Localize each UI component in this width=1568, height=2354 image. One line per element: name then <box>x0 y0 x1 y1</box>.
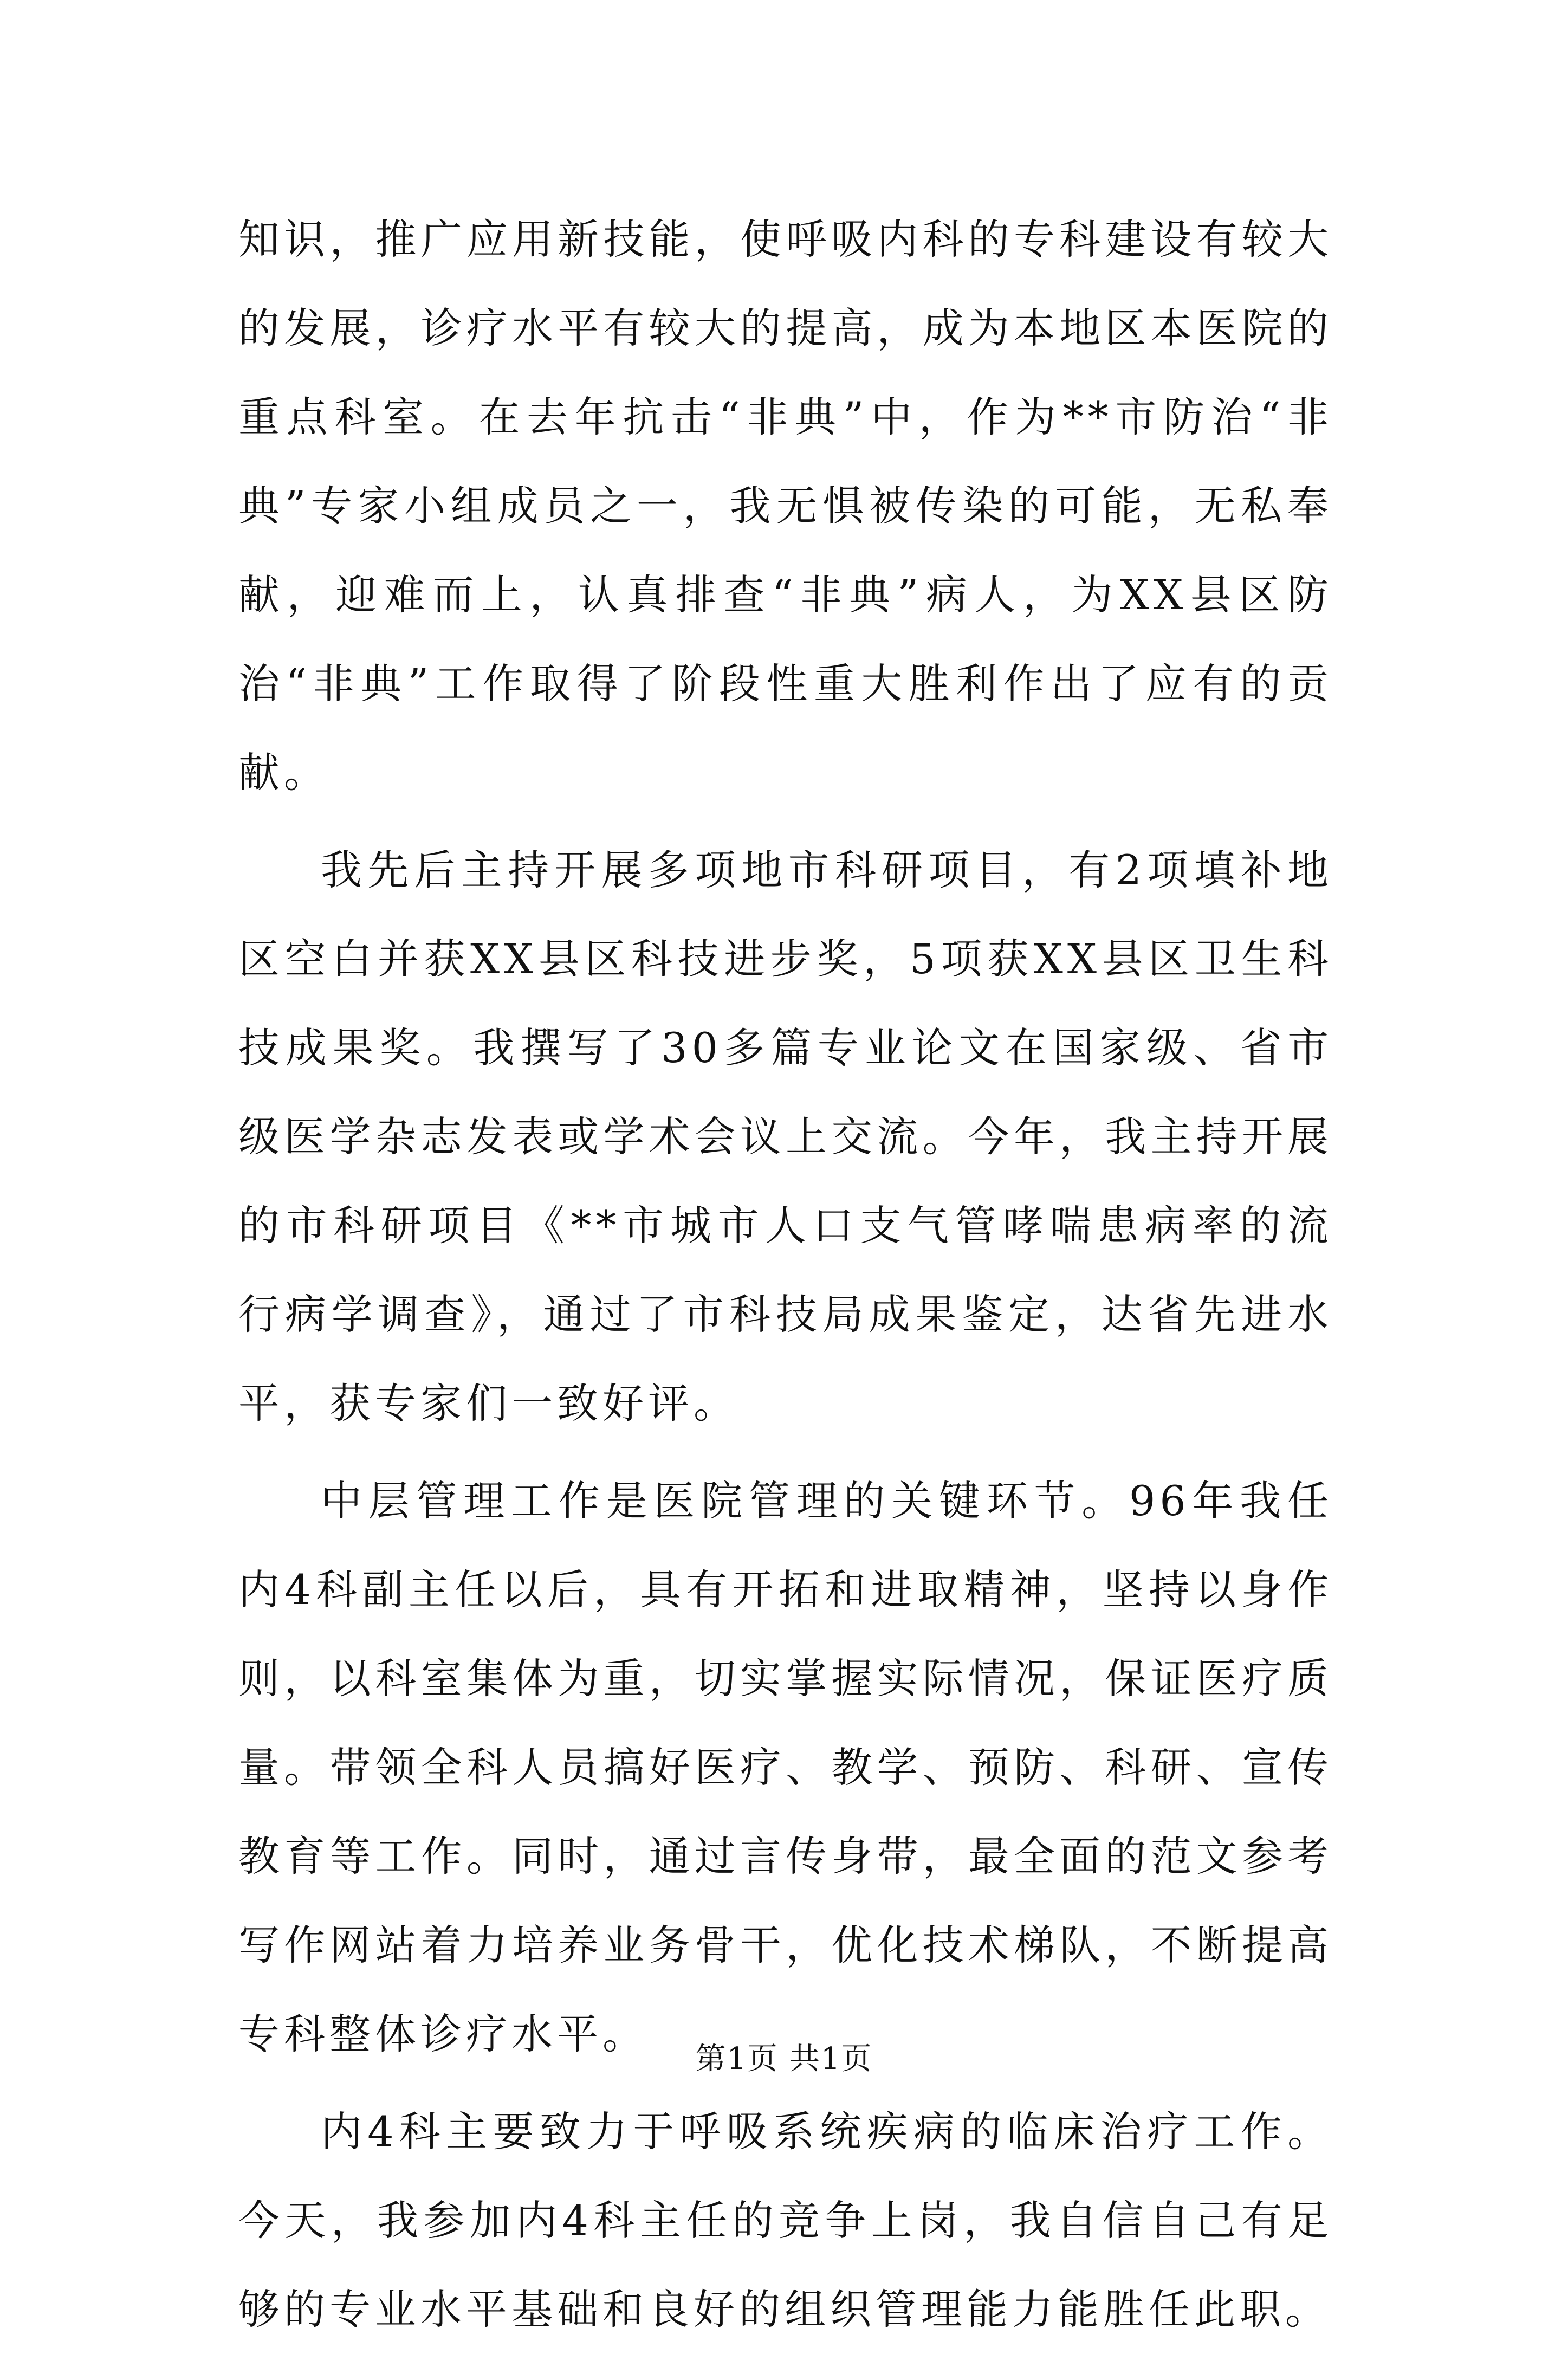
document-body <box>238 195 1333 2354</box>
paragraph-research: 我先后主持开展多项地市科研项目，有2项填补地区空白并获XX县区科技进步奖，5项获XX县区卫生科技成果奖。我撰写了30多篇专业论文在国家级、省市级医学杂志发表或学术会议上交流。今年，我主持开展的市科研项目《**市城市人口支气管哮喘患病率的流行病学调查》，通过了市科技局成果鉴定，达省先进水平，获专家们一致好评。 <box>238 846 1333 1427</box>
paragraph-conclusion: 内4科主要致力于呼吸系统疾病的临床治疗工作。今天，我参加内4科主任的竞争上岗，我自信自己有足够的专业水平基础和良好的组织管理能力能胜任此职。 <box>238 2107 1333 2333</box>
paragraph-management: 中层管理工作是医院管理的关键环节。96年我任内4科副主任以后，具有开拓和进取精神，坚持以身作则，以科室集体为重，切实掌握实际情况，保证医疗质量。带领全科人员搞好医疗、教学、预防、科研、宣传教育等工作。同时，通过言传身带，最全面的范文参考写作网站着力培养业务骨干，优化技术梯队，不断提高专科整体诊疗水平。 <box>238 1477 1333 2058</box>
page-number-footer: 第1页 共1页 <box>695 2041 873 2077</box>
paragraph-continuation: 知识，推广应用新技能，使呼吸内科的专科建设有较大的发展，诊疗水平有较大的提高，成为本地区本医院的重点科室。在去年抗击“非典”中，作为**市防治“非典”专家小组成员之一，我无惧被传染的可能，无私奉献，迎难而上，认真排查“非典”病人，为XX县区防治“非典”工作取得了阶段性重大胜利作出了应有的贡献。 <box>238 215 1333 797</box>
